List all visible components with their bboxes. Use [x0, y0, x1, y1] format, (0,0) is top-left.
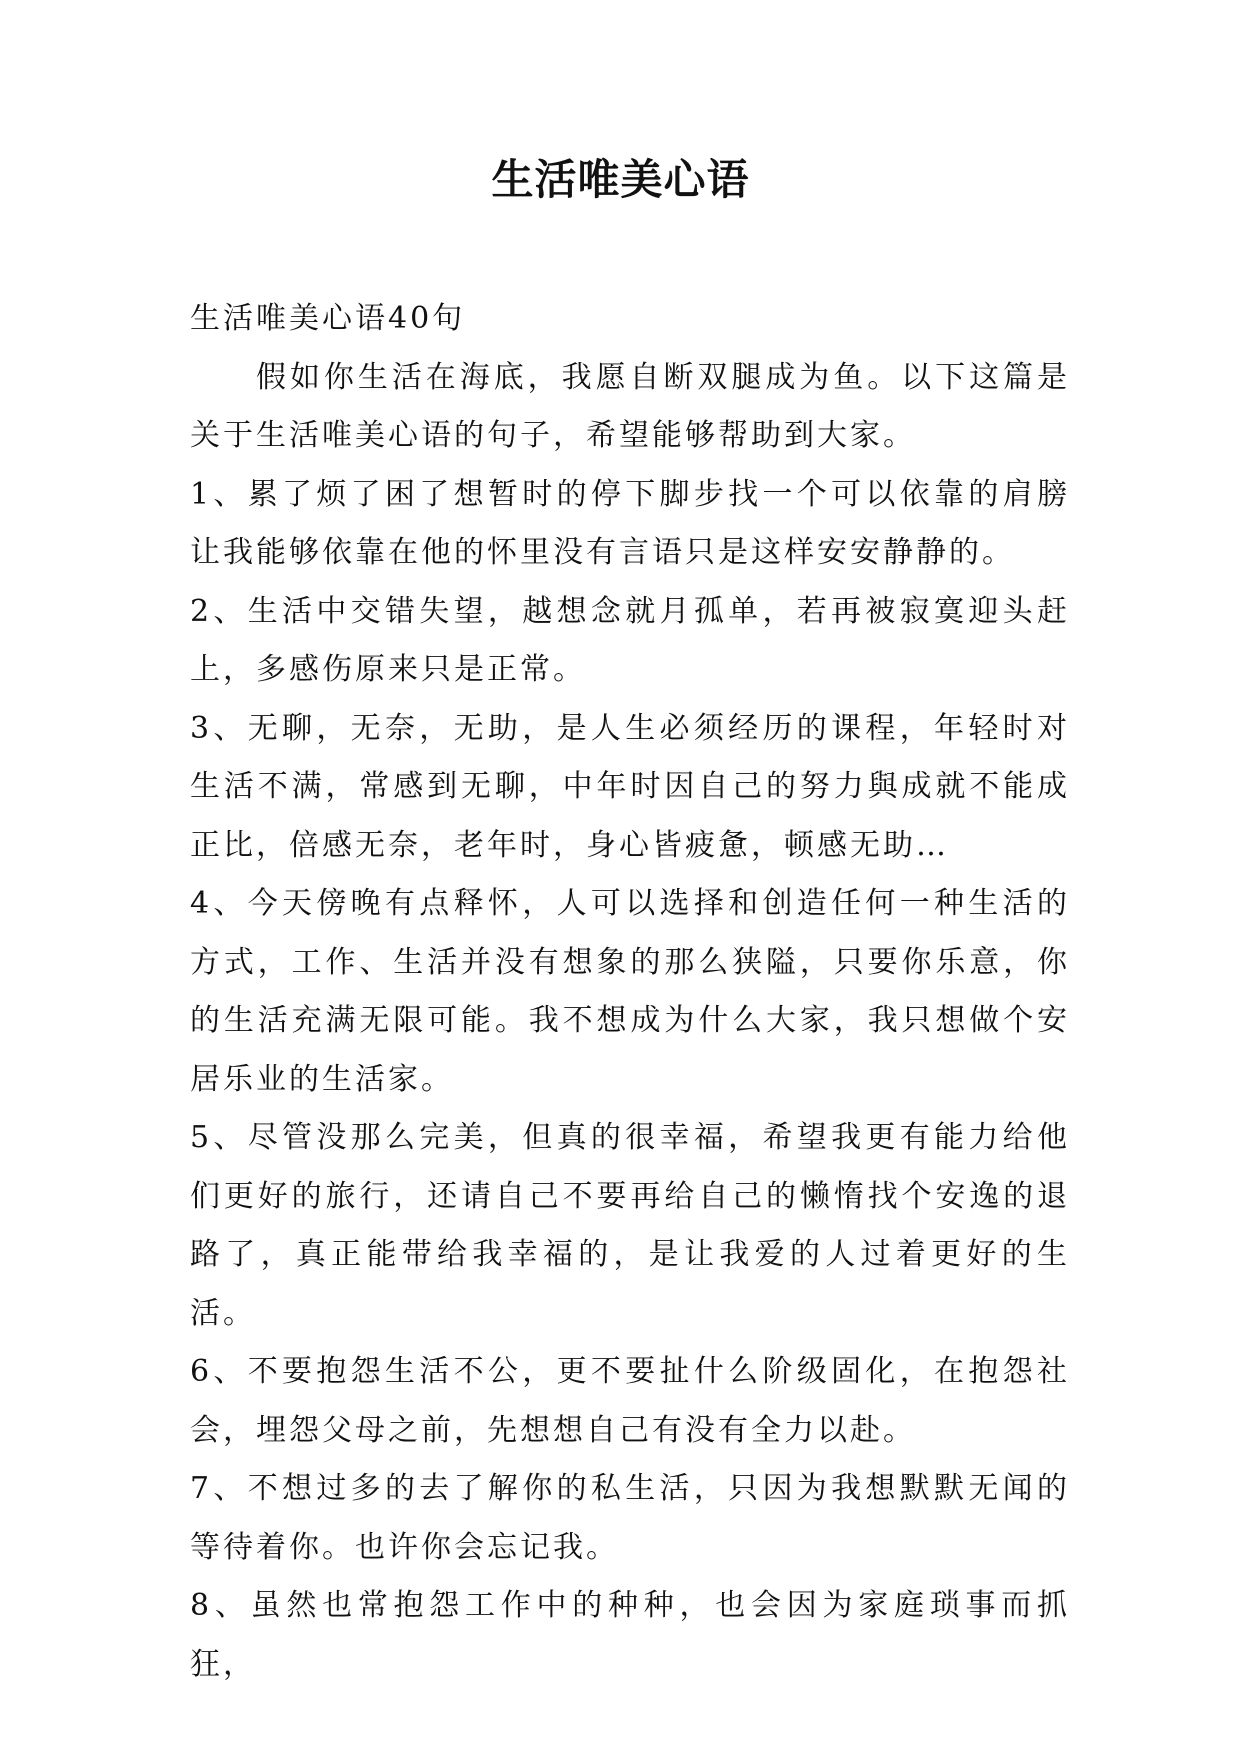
list-item: 6、不要抱怨生活不公，更不要扯什么阶级固化，在抱怨社会，埋怨父母之前，先想想自己有没有全力以赴。 [190, 1354, 1070, 1448]
document-subtitle: 生活唯美心语40句 [190, 301, 466, 336]
list-item: 4、今天傍晚有点释怀，人可以选择和创造任何一种生活的方式，工作、生活并没有想象的那么狭隘，只要你乐意，你的生活充满无限可能。我不想成为什么大家，我只想做个安居乐业的生活家。 [190, 886, 1070, 1097]
list-item: 5、尽管没那么完美，但真的很幸福，希望我更有能力给他们更好的旅行，还请自己不要再给自己的懒惰找个安逸的退路了，真正能带给我幸福的，是让我爱的人过着更好的生活。 [190, 1120, 1070, 1331]
document-title: 生活唯美心语 [491, 155, 750, 204]
list-item: 3、无聊，无奈，无助，是人生必须经历的课程，年轻时对生活不满，常感到无聊，中年时因自己的努力與成就不能成正比，倍感无奈，老年时，身心皆疲惫，顿感无助… [190, 710, 1070, 863]
intro-paragraph: 假如你生活在海底，我愿自断双腿成为鱼。以下这篇是关于生活唯美心语的句子，希望能够帮助到大家。 [190, 359, 1070, 453]
document-body [190, 290, 1070, 1694]
list-item: 1、累了烦了困了想暂时的停下脚步找一个可以依靠的肩膀让我能够依靠在他的怀里没有言语只是这样安安静静的。 [190, 476, 1070, 570]
list-item: 7、不想过多的去了解你的私生活，只因为我想默默无闻的等待着你。也许你会忘记我。 [190, 1471, 1070, 1565]
list-item: 2、生活中交错失望，越想念就月孤单，若再被寂寞迎头赶上，多感伤原来只是正常。 [190, 593, 1070, 687]
list-item: 8、虽然也常抱怨工作中的种种，也会因为家庭琐事而抓狂， [190, 1588, 1070, 1682]
